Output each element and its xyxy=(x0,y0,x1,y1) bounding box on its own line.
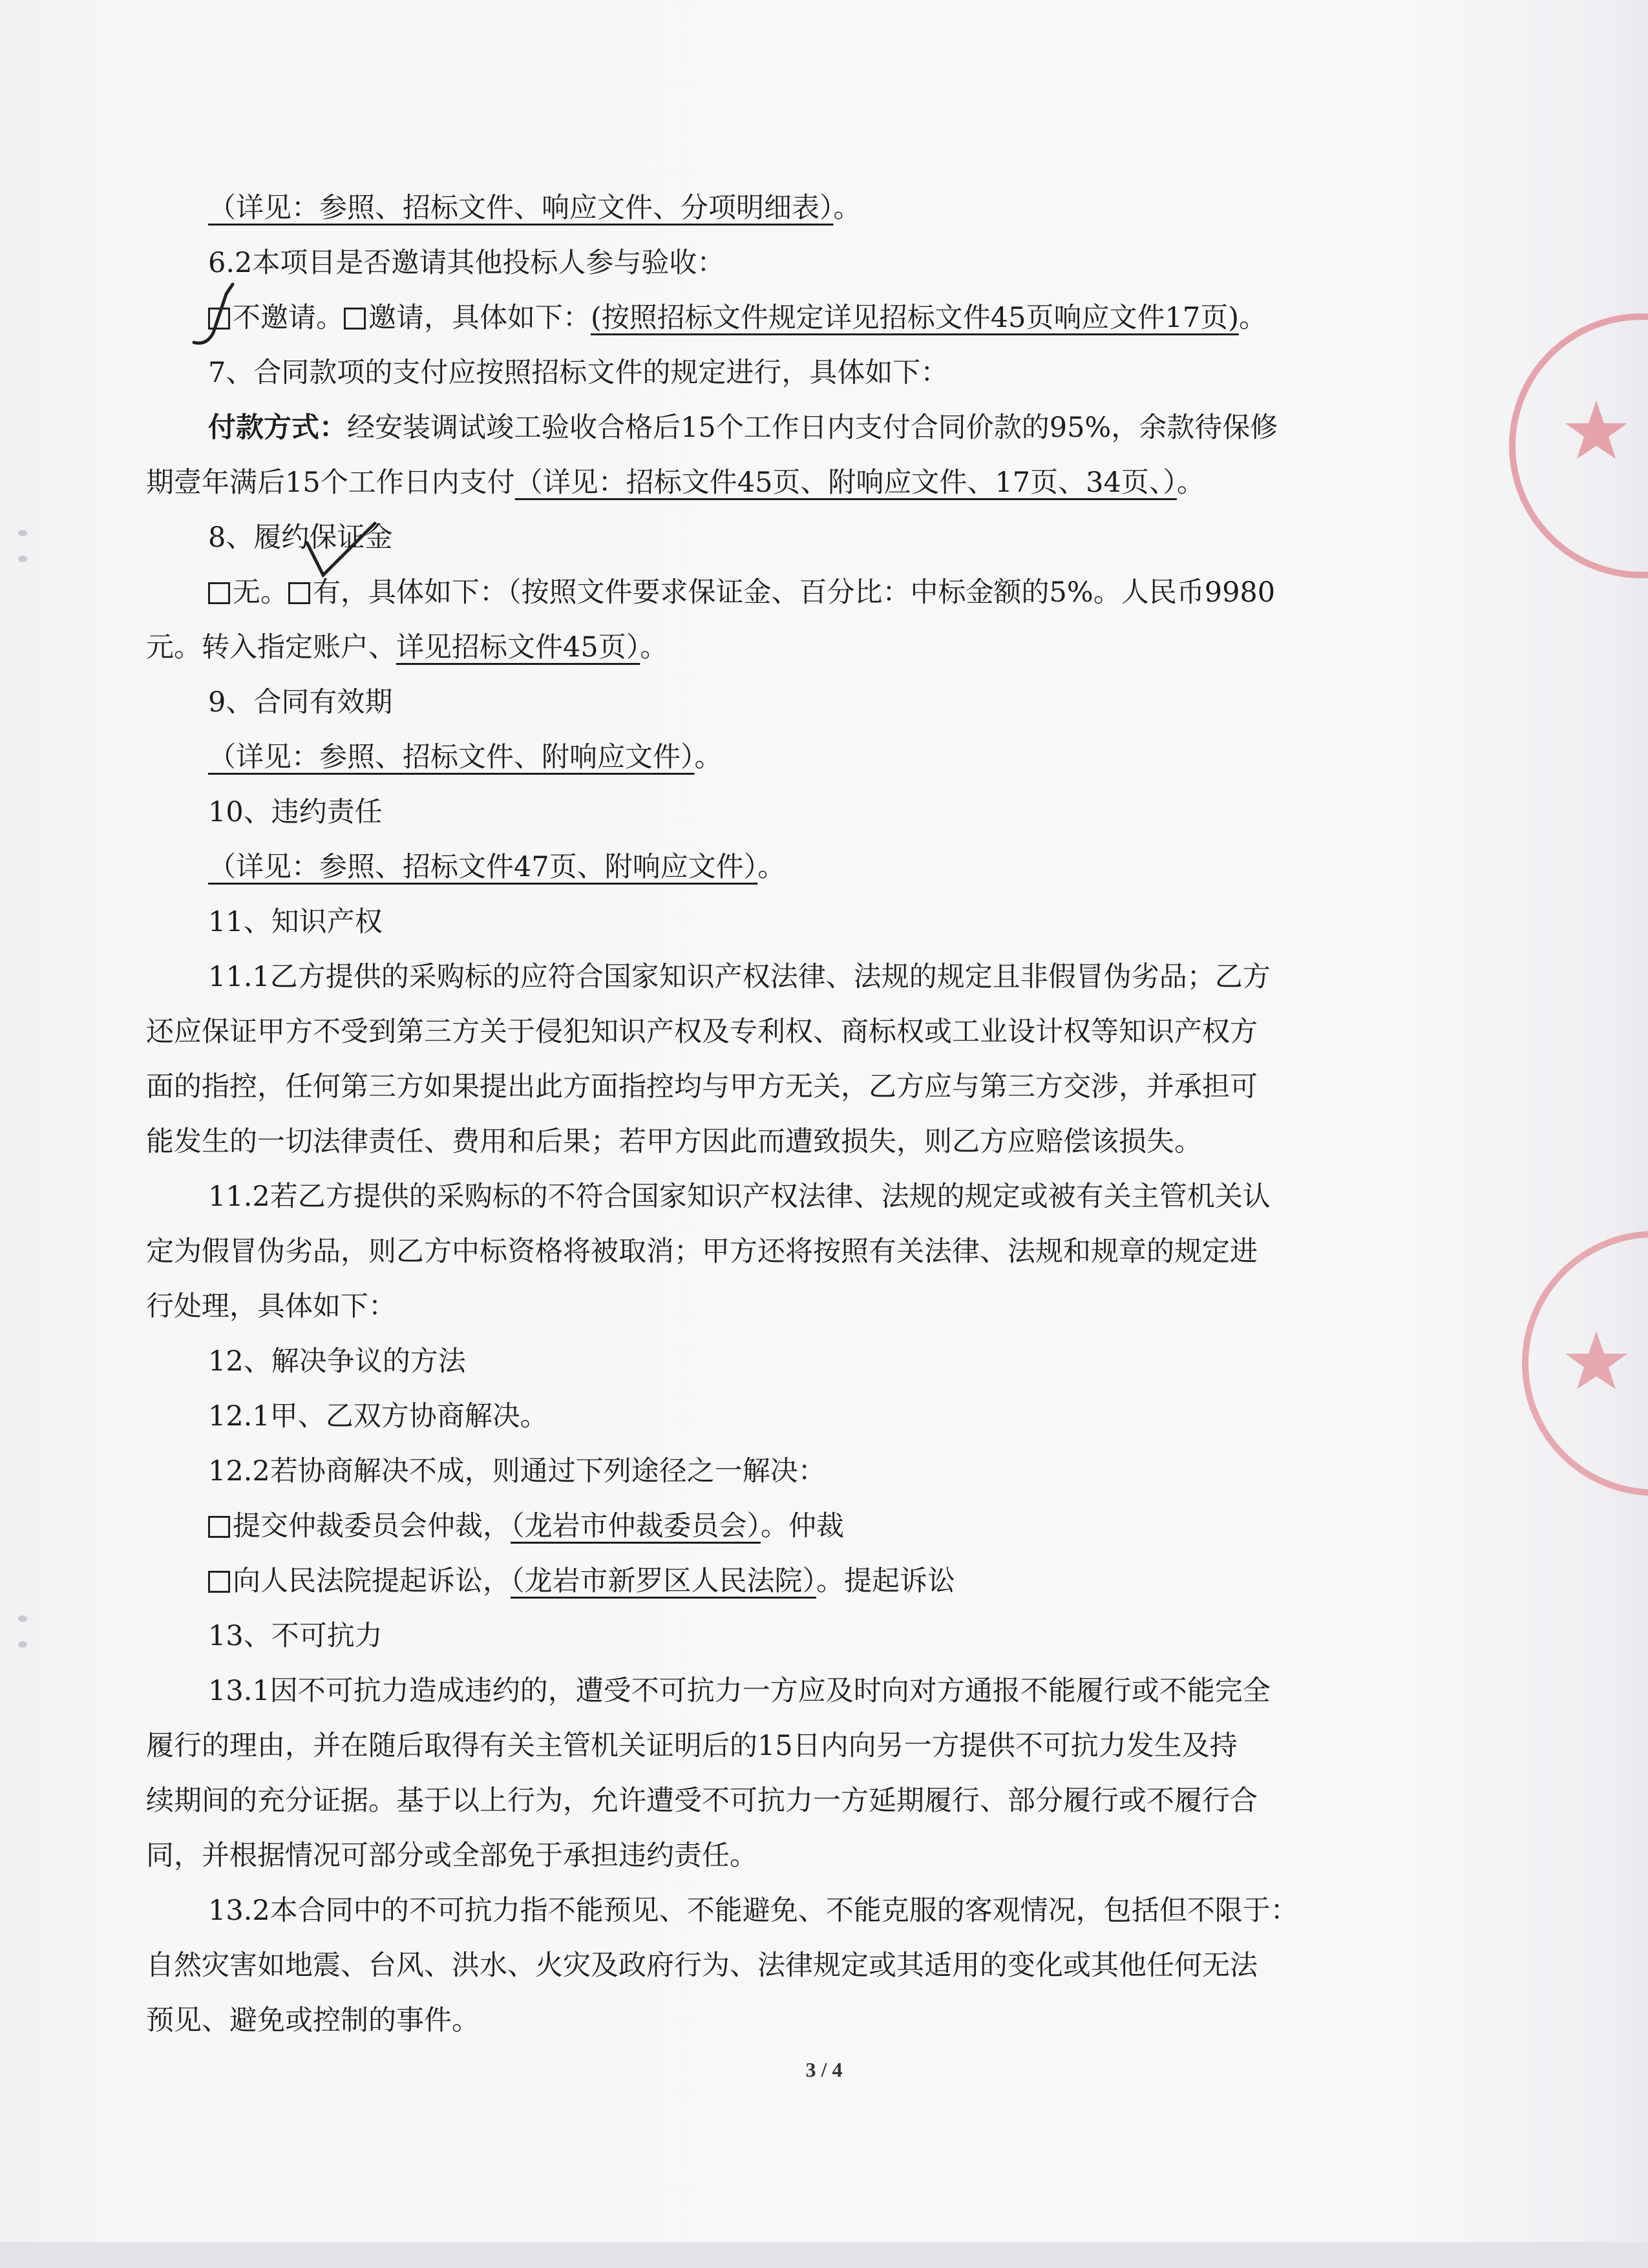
text-line xyxy=(146,1224,1445,1279)
text: 11.1乙方提供的采购标的应符合国家知识产权法律、法规的规定且非假冒伪劣品；乙方 xyxy=(208,961,1271,993)
underlined-text: 详见招标文件45页） xyxy=(396,631,640,664)
text-line xyxy=(146,1884,1445,1938)
text-line xyxy=(146,1170,1445,1224)
text-line xyxy=(146,1664,1445,1719)
text-line xyxy=(146,1499,1445,1554)
text: 8、履约保证金 xyxy=(208,521,393,554)
text-line xyxy=(146,1719,1445,1774)
text: 12.2若协商解决不成，则通过下列途径之一解决： xyxy=(208,1455,826,1487)
text-line xyxy=(146,840,1445,895)
text: 。提起诉讼 xyxy=(816,1565,955,1597)
text-line xyxy=(146,291,1445,346)
text-line xyxy=(146,1334,1445,1389)
text-line xyxy=(146,1554,1445,1609)
text-line xyxy=(146,1115,1445,1170)
text-line xyxy=(146,456,1445,510)
underlined-text: （详见：参照、招标文件47页、附响应文件） xyxy=(208,851,758,883)
text: 自然灾害如地震、台风、洪水、火灾及政府行为、法律规定或其适用的变化或其他任何无法 xyxy=(146,1949,1258,1982)
text-line xyxy=(146,785,1445,840)
text: 经安装调试竣工验收合格后15个工作日内支付合同价款的95%，余款待保修 xyxy=(347,412,1278,444)
text: 期壹年满后15个工作日内支付 xyxy=(146,467,515,499)
text: 13.2本合同中的不可抗力指不能预见、不能避免、不能克服的客观情况，包括但不限于： xyxy=(208,1895,1298,1927)
text-line xyxy=(146,730,1445,785)
underlined-text: （详见：参照、招标文件、附响应文件） xyxy=(208,741,695,773)
text-line xyxy=(146,1938,1445,1993)
red-seal-stamp xyxy=(1493,284,1648,607)
underlined-text: （龙岩市仲裁委员会） xyxy=(511,1510,761,1542)
underlined-text: （龙岩市新罗区人民法院） xyxy=(511,1565,816,1597)
text: 11.2若乙方提供的采购标的不符合国家知识产权法律、法规的规定或被有关主管机关认 xyxy=(208,1181,1271,1213)
text: 。 xyxy=(694,741,723,773)
text-line xyxy=(146,181,1445,236)
underlined-text: (按照招标文件规定详见招标文件45页响应文件17页) xyxy=(591,302,1239,334)
scan-bottom-edge xyxy=(0,2242,1648,2268)
text: 定为假冒伪劣品，则乙方中标资格将被取消；甲方还将按照有关法律、法规和规章的规定进 xyxy=(146,1235,1258,1268)
text-line xyxy=(146,1829,1445,1884)
text: 12、解决争议的方法 xyxy=(208,1345,466,1378)
punch-hole xyxy=(18,530,27,536)
punch-hole xyxy=(18,1615,27,1622)
option-label: 邀请，具体如下： xyxy=(368,302,591,334)
text: 。仲裁 xyxy=(761,1510,844,1542)
text: 13、不可抗力 xyxy=(208,1620,383,1652)
text-line xyxy=(146,346,1445,401)
option-label: 无。 xyxy=(233,576,288,609)
page-number: 3 / 4 xyxy=(805,2058,843,2081)
text: 还应保证甲方不受到第三方关于侵犯知识产权及专利权、商标权或工业设计权等知识产权方 xyxy=(146,1016,1258,1048)
text-line xyxy=(146,950,1445,1005)
underlined-text: （详见：招标文件45页、附响应文件、17页、34页、） xyxy=(514,467,1177,499)
text-line xyxy=(146,1389,1445,1444)
text: 10、违约责任 xyxy=(208,796,383,828)
text-line xyxy=(146,401,1445,456)
text-line xyxy=(146,675,1445,730)
text-line xyxy=(146,1060,1445,1115)
text: 续期间的充分证据。基于以上行为，允许遭受不可抗力一方延期履行、部分履行或不履行合 xyxy=(146,1785,1258,1817)
text: 。 xyxy=(1176,467,1205,499)
checkbox[interactable] xyxy=(344,308,366,330)
text: 同，并根据情况可部分或全部免于承担违约责任。 xyxy=(146,1840,757,1872)
handwritten-check-mark xyxy=(187,281,265,352)
text: 能发生的一切法律责任、费用和后果；若甲方因此而遭致损失，则乙方应赔偿该损失。 xyxy=(146,1126,1202,1158)
option-label: 向人民法院提起诉讼， xyxy=(233,1565,511,1597)
option-label: 提交仲裁委员会仲裁， xyxy=(233,1510,511,1542)
text: 。 xyxy=(1238,302,1267,334)
text: 7、合同款项的支付应按照招标文件的规定进行，具体如下： xyxy=(208,357,949,389)
bold-label: 付款方式： xyxy=(208,412,347,444)
text: 。 xyxy=(833,192,861,224)
checkbox[interactable] xyxy=(208,1571,230,1593)
text-line xyxy=(146,1005,1445,1060)
text-line xyxy=(146,236,1445,291)
checkbox[interactable] xyxy=(208,582,230,604)
text-line xyxy=(146,895,1445,950)
text-line xyxy=(146,1279,1445,1334)
text: 。 xyxy=(757,851,786,883)
punch-hole xyxy=(18,1641,27,1648)
text: 9、合同有效期 xyxy=(208,686,393,719)
option-label: 不邀请。 xyxy=(233,302,344,334)
text: 行处理，具体如下： xyxy=(146,1290,396,1323)
text: 面的指控，任何第三方如果提出此方面指控均与甲方无关，乙方应与第三方交涉，并承担可 xyxy=(146,1071,1258,1103)
handwritten-check-mark xyxy=(297,517,388,594)
contract-body xyxy=(146,181,1445,2048)
checkbox[interactable] xyxy=(208,1516,230,1538)
text: 6.2本项目是否邀请其他投标人参与验收： xyxy=(208,247,725,279)
option-label: 有，具体如下：（按照文件要求保证金、百分比：中标金额的5%。人民币9980 xyxy=(313,576,1276,609)
text: 12.1甲、乙双方协商解决。 xyxy=(208,1400,548,1433)
text-line xyxy=(146,620,1445,675)
text-line xyxy=(146,1609,1445,1664)
red-seal-stamp xyxy=(1499,1202,1648,1525)
text-line xyxy=(146,1774,1445,1829)
punch-hole xyxy=(18,556,27,562)
text: 履行的理由，并在随后取得有关主管机关证明后的15日内向另一方提供不可抗力发生及持 xyxy=(146,1730,1238,1762)
text: 预见、避免或控制的事件。 xyxy=(146,2004,480,2037)
text: 13.1因不可抗力造成违约的，遭受不可抗力一方应及时向对方通报不能履行或不能完全 xyxy=(208,1675,1271,1707)
text: 11、知识产权 xyxy=(208,906,383,938)
text: 。 xyxy=(640,631,668,664)
text-line xyxy=(146,1444,1445,1499)
text-line xyxy=(146,1993,1445,2048)
underlined-text: （详见：参照、招标文件、响应文件、分项明细表） xyxy=(208,192,834,224)
text: 元。转入指定账户、 xyxy=(146,631,396,664)
